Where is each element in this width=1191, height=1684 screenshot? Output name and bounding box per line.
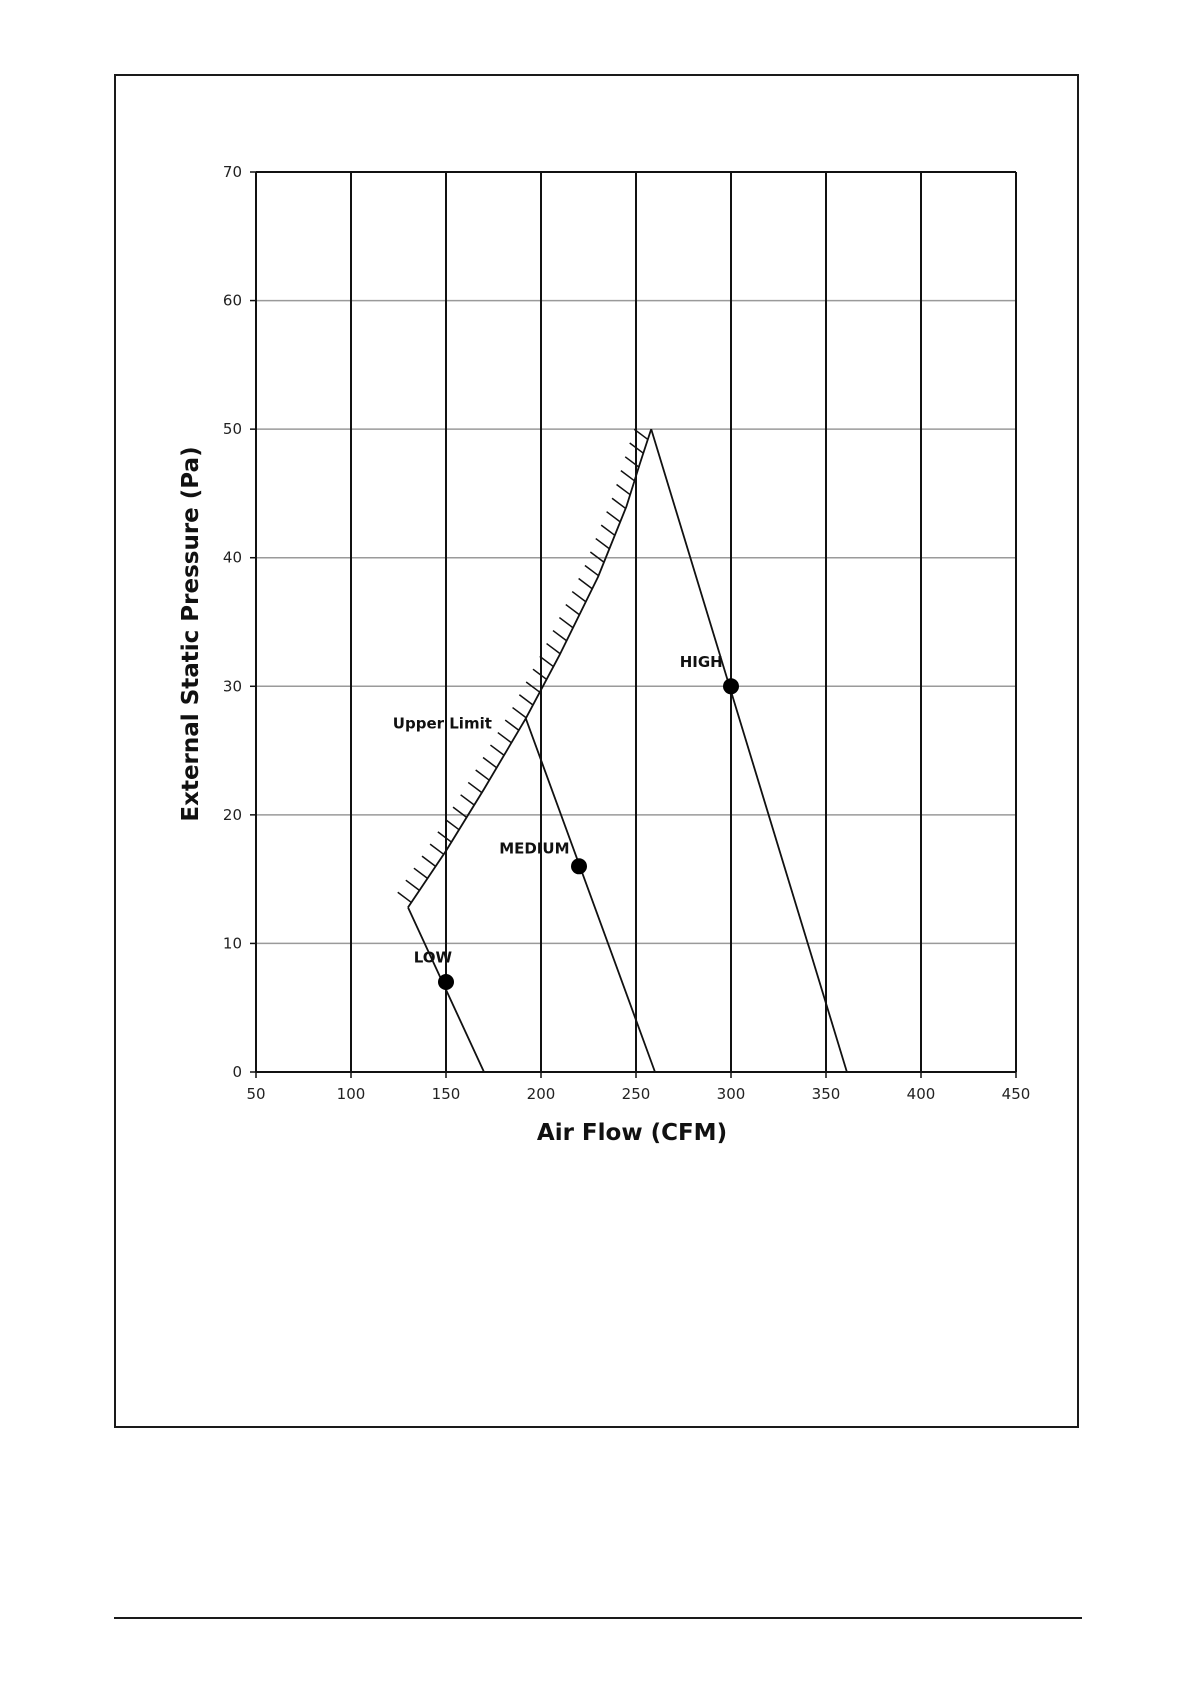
hatch-mark — [430, 844, 444, 854]
hatch-mark — [533, 669, 547, 679]
x-tick-label: 100 — [336, 1085, 366, 1103]
hatch-mark — [513, 708, 527, 718]
hatch-mark — [414, 868, 428, 878]
hatch-mark — [453, 807, 467, 817]
hatch-mark — [607, 512, 621, 522]
hatch-mark — [483, 758, 497, 768]
x-tick-label: 400 — [906, 1085, 936, 1103]
upper-limit-label: Upper Limit — [392, 714, 492, 733]
y-tick-label: 70 — [222, 163, 242, 181]
x-tick-label: 450 — [1001, 1085, 1031, 1103]
hatch-mark — [547, 644, 561, 654]
hatch-mark — [526, 682, 540, 692]
x-tick-label: 50 — [246, 1085, 266, 1103]
y-tick-label: 0 — [232, 1063, 242, 1081]
y-tick-labels — [223, 163, 242, 1081]
y-tick-label: 60 — [222, 291, 242, 310]
hatch-mark — [621, 471, 635, 481]
fan-curves — [408, 429, 847, 1072]
hatch-mark — [398, 892, 412, 902]
medium-point — [571, 858, 587, 874]
high-point — [723, 678, 739, 694]
x-axis-title: Air Flow (CFM) — [536, 1120, 728, 1146]
medium-label: MEDIUM — [499, 839, 570, 858]
y-tick-label: 30 — [222, 677, 242, 696]
hatch-mark — [519, 695, 533, 705]
low-label: LOW — [413, 948, 453, 967]
hatch-mark — [596, 539, 610, 549]
x-tick-label: 300 — [716, 1085, 746, 1103]
hatch-mark — [559, 618, 573, 628]
upper-limit-hatching — [398, 429, 648, 902]
hatch-mark — [406, 880, 420, 890]
hatch-mark — [579, 579, 593, 589]
hatch-mark — [585, 565, 599, 575]
axes — [250, 172, 1016, 1078]
vertical-gridlines — [256, 172, 1016, 1072]
annotations — [393, 653, 723, 967]
y-tick-label: 50 — [222, 420, 242, 439]
hatch-mark — [490, 745, 504, 755]
y-tick-label: 40 — [222, 548, 242, 567]
hatch-mark — [612, 498, 626, 508]
x-tick-label: 200 — [526, 1085, 556, 1103]
y-tick-label: 20 — [222, 805, 242, 824]
high-curve — [651, 429, 847, 1072]
x-tick-label: 250 — [621, 1085, 651, 1103]
hatch-mark — [445, 819, 459, 829]
hatch-mark — [461, 795, 475, 805]
hatch-mark — [572, 592, 586, 602]
x-tick-label: 350 — [811, 1085, 841, 1103]
x-tick-labels — [246, 1085, 1030, 1103]
hatch-mark — [468, 782, 482, 792]
hatch-mark — [438, 832, 452, 842]
y-axis-title: External Static Pressure (Pa) — [178, 446, 204, 822]
y-tick-label: 10 — [222, 934, 242, 953]
low-point — [438, 974, 454, 990]
high-label: HIGH — [679, 653, 723, 671]
hatch-mark — [422, 856, 436, 866]
hatch-mark — [566, 605, 580, 615]
hatch-mark — [505, 720, 519, 730]
hatch-mark — [553, 631, 567, 641]
footer-rule — [114, 1617, 1082, 1619]
hatch-mark — [476, 770, 490, 780]
x-tick-label: 150 — [431, 1085, 461, 1103]
hatch-mark — [617, 484, 631, 494]
hatch-mark — [601, 525, 615, 535]
hatch-mark — [498, 733, 512, 743]
